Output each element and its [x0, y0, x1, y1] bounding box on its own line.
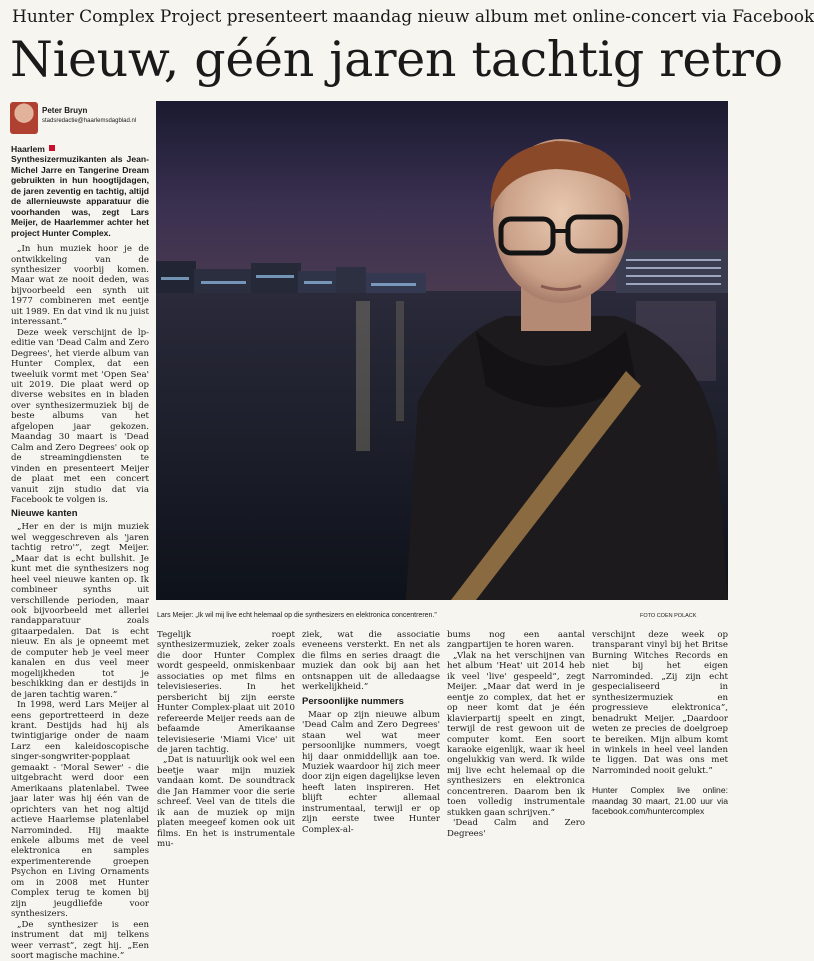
article-column-1 [11, 144, 149, 961]
dateline: Haarlem [11, 144, 45, 154]
info-box: Hunter Complex live online: maandag 30 maart, 21.00 uur via facebook.com/huntercomplex [592, 785, 728, 817]
paragraph: „Vlak na het verschijnen van het album 'Heat' uit 2014 heb ik veel 'live' gespeeld”, zegt Meijer. „Maar dat werd in je eentje zo complex, dat het er op neer komt dat je één klavierpartij speelt en zingt, terwijl de rest gewoon uit de computer komt. Een soort karaoke eigenlijk, waar ik heel ongelukkig van werd. Ik wilde mij live echt helemaal op die synthesizers en elektronica concentreren. Daarom ben ik toen volledig instrumentale stukken gaan schrijven.” [447, 650, 585, 818]
subheading: Persoonlijke nummers [302, 695, 404, 707]
article-column-3 [302, 630, 440, 835]
paragraph: Maar op zijn nieuwe album 'Dead Calm and Zero Degrees' staan wel wat meer persoonlijke nummers, voegt hij daar onmiddellijk aan toe. Muziek waardoor hij zich meer door zijn eigen dagelijkse leven heeft laten inspireren. Het blijft echter allemaal instrumentaal, terwijl er op zijn eerste twee Hunter Complex-al- [302, 709, 440, 835]
paragraph: „De synthesizer is een instrument dat mij telkens weer verrast”, zegt hij. „Een soort magische machine.” [11, 919, 149, 961]
article-column-4 [447, 630, 585, 839]
headline: Nieuw, géén jaren tachtig retro [10, 31, 783, 88]
paragraph: Deze week verschijnt de lp-editie van 'Dead Calm and Zero Degrees', het vierde album van Hunter Complex, dat een tweeluik vormt met 'Open Sea' uit 2019. Die plaat werd op diverse websites en in bladen over synthesizermuziek bij de beste albums van het afgelopen jaar gekozen. Maandag 30 maart is 'Dead Calm and Zero Degrees' ook op de streamingdiensten te vinden en presenteert Meijer de plaat met een concert vanuit zijn studio dat via Facebook te volgen is. [11, 327, 149, 505]
paragraph: In 1998, werd Lars Meijer al eens geportretteerd in deze krant. Destijds had hij als twintigjarige onder de naam Larz een kaleidoscopische singer-songwriter-popplaat gemaakt - 'Moral Sewer' - die uitgebracht werd door een Amerikaans platenlabel. Twee jaar later was hij één van de oprichters van het nog altijd actieve Haarlemse platenlabel Narrominded. Hij maakte enkele albums met de veel elektronica en samples experimenterende groepen Psychon en Living Ornaments om in 2008 met Hunter Complex terug te komen bij zijn jeugdliefde voor synthesizers. [11, 700, 149, 920]
author-email: stadsredactie@haarlemsdagblad.nl [42, 118, 137, 124]
paragraph: verschijnt deze week op transparant vinyl bij het Britse Burning Witches Records en niet bij het eigen Narrominded. „Zij zijn echt gespecialiseerd in synthesizermuziek en progressieve elektronica”, benadrukt Meijer. „Daardoor weten ze precies de doelgroep te bereiken. Mijn album komt in winkels in heel veel landen te liggen. Dat was ons met Narrominded nooit gelukt.” [592, 630, 728, 776]
photo-caption: Lars Meijer: „Ik wil mij live echt helemaal op die synthesizers en elektronica concentreren.” [157, 612, 437, 619]
subheading: Nieuwe kanten [11, 508, 78, 520]
paragraph: „In hun muziek hoor je de ontwikkeling van de synthesizer voorbij komen. Maar wat ze nooit deden, was bijvoorbeeld een synth uit 1977 combineren met eentje uit 1989. En dat vind ik nu juist interessant.” [11, 244, 149, 328]
paragraph: 'Dead Calm and Zero Degrees' [447, 818, 585, 839]
author-avatar [10, 102, 38, 134]
article-column-2 [157, 630, 295, 850]
paragraph: „Her en der is mijn muziek wel weggeschreven als 'jaren tachtig retro'”, zegt Meijer. „Maar dat is echt bullshit. Je kunt met die synthesizers nog heel veel nieuwe kanten op. Ik combineer synths uit verschillende perioden, maar ook bijvoorbeeld met allerlei randapparatuur zoals gitaarpedalen. Dat is echt nieuw. En als je opneemt met de computer heb je veel meer kanalen en dus veel meer mogelijkheden tot je beschikking dan er destijds in de jaren tachtig waren.” [11, 522, 149, 700]
paragraph: bums nog een aantal zangpartijen te horen waren. [447, 630, 585, 651]
lead-paragraph: Synthesizermuzikanten als Jean-Michel Jarre en Tangerine Dream gebruikten in hun hoogtijdagen, de jaren zeventig en tachtig, altijd de allernieuwste apparatuur die voorhanden was, zegt Lars Meijer, de Haarlemmer achter het project Hunter Complex. [11, 154, 149, 238]
paragraph: „Dat is natuurlijk ook wel een beetje waar mijn muziek vandaan komt. De soundtrack die Jan Hammer voor die serie schreef. Veel van de titels die ik aan de muziek op mijn platen meegeef komen ook uit films. En het is instrumentale mu- [157, 755, 295, 850]
paragraph: ziek, wat die associatie eveneens versterkt. En net als die films en series draagt die muziek dan ook bij aan het ontsnappen uit de alledaagse werkelijkheid.” [302, 630, 440, 693]
paragraph: Tegelijk roept synthesizermuziek, zeker zoals die door Hunter Complex wordt gespeeld, onmiskenbaar associaties op met films en televisieseries. In het persbericht bij zijn eerste Hunter Complex-plaat uit 2010 refereerde Meijer reeds aan de befaamde Amerikaanse televisieserie 'Miami Vice' uit de jaren tachtig. [157, 630, 295, 755]
article-photo [156, 101, 728, 600]
article-column-5 [592, 630, 728, 817]
photo-illustration [156, 101, 728, 600]
dateline-marker [49, 145, 55, 151]
author-name: Peter Bruyn [42, 106, 88, 115]
photo-credit: FOTO COEN POLACK [640, 613, 697, 619]
byline [10, 102, 150, 136]
kicker: Hunter Complex Project presenteert maandag nieuw album met online-concert via Facebook [12, 7, 814, 27]
